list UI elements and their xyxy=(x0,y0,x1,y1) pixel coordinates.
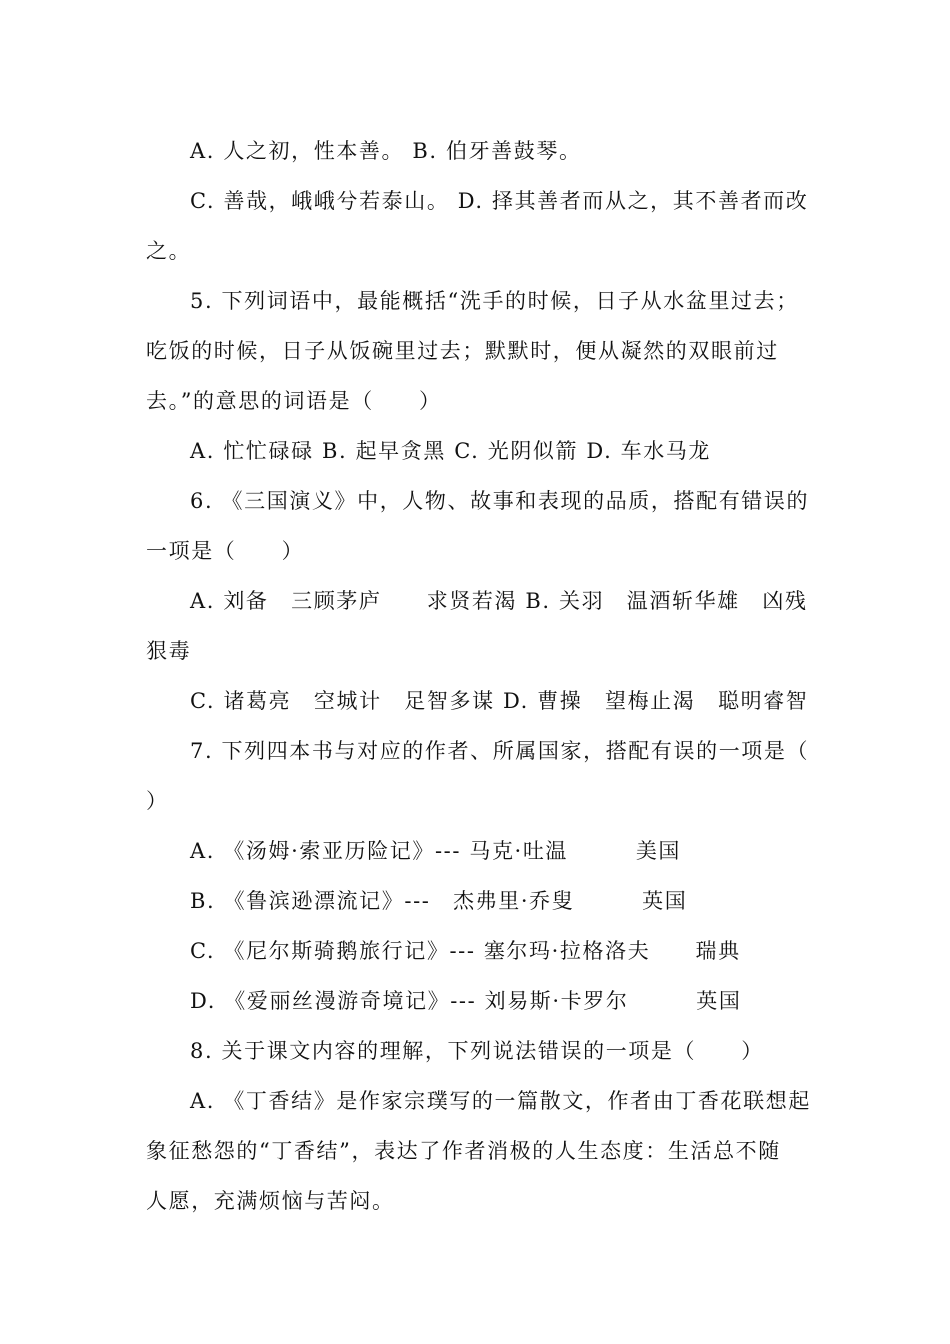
question-7-option-b: B. 《鲁滨逊漂流记》--- 杰弗里·乔叟 英国 xyxy=(190,889,688,913)
question-6: 6. 《三国演义》中，人物、故事和表现的品质，搭配有错误的 xyxy=(190,489,810,513)
question-6-options-cd: C. 诸葛亮 空城计 足智多谋 D. 曹操 望梅止渴 聪明睿智 xyxy=(190,689,809,713)
question-8-option-a-cont-1: 象征愁怨的“丁香结”，表达了作者消极的人生态度：生活总不随 xyxy=(146,1139,781,1163)
option-line-4cd: C. 善哉，峨峨兮若泰山。 D. 择其善者而从之，其不善者而改 xyxy=(190,189,809,213)
question-8: 8. 关于课文内容的理解，下列说法错误的一项是（ ） xyxy=(190,1039,764,1063)
question-7: 7. 下列四本书与对应的作者、所属国家，搭配有误的一项是（ xyxy=(190,739,810,763)
question-5: 5. 下列词语中，最能概括“洗手的时候，日子从水盆里过去； xyxy=(190,289,799,313)
question-5-cont-2: 去。”的意思的词语是（ ） xyxy=(146,389,442,413)
option-line-4ab: A. 人之初，性本善。 B. 伯牙善鼓琴。 xyxy=(190,139,582,163)
question-8-option-a-cont-2: 人愿，充满烦恼与苦闷。 xyxy=(146,1189,395,1213)
question-6-cont: 一项是（ ） xyxy=(146,539,305,563)
question-5-options: A. 忙忙碌碌 B. 起早贪黑 C. 光阴似箭 D. 车水马龙 xyxy=(190,439,712,463)
question-7-option-c: C. 《尼尔斯骑鹅旅行记》--- 塞尔玛·拉格洛夫 瑞典 xyxy=(190,939,741,963)
question-7-option-a: A. 《汤姆·索亚历险记》--- 马克·吐温 美国 xyxy=(190,839,682,863)
question-8-option-a: A. 《丁香结》是作家宗璞写的一篇散文，作者由丁香花联想起 xyxy=(190,1089,811,1113)
question-6-options-ab-cont: 狠毒 xyxy=(146,639,192,663)
question-7-option-d: D. 《爱丽丝漫游奇境记》--- 刘易斯·卡罗尔 英国 xyxy=(190,989,742,1013)
question-5-cont-1: 吃饭的时候，日子从饭碗里过去；默默时，便从凝然的双眼前过 xyxy=(146,339,779,363)
question-6-options-ab: A. 刘备 三顾茅庐 求贤若渴 B. 关羽 温酒斩华雄 凶残 xyxy=(190,589,808,613)
option-line-4cd-cont: 之。 xyxy=(146,239,192,263)
question-7-cont: ） xyxy=(146,789,169,813)
